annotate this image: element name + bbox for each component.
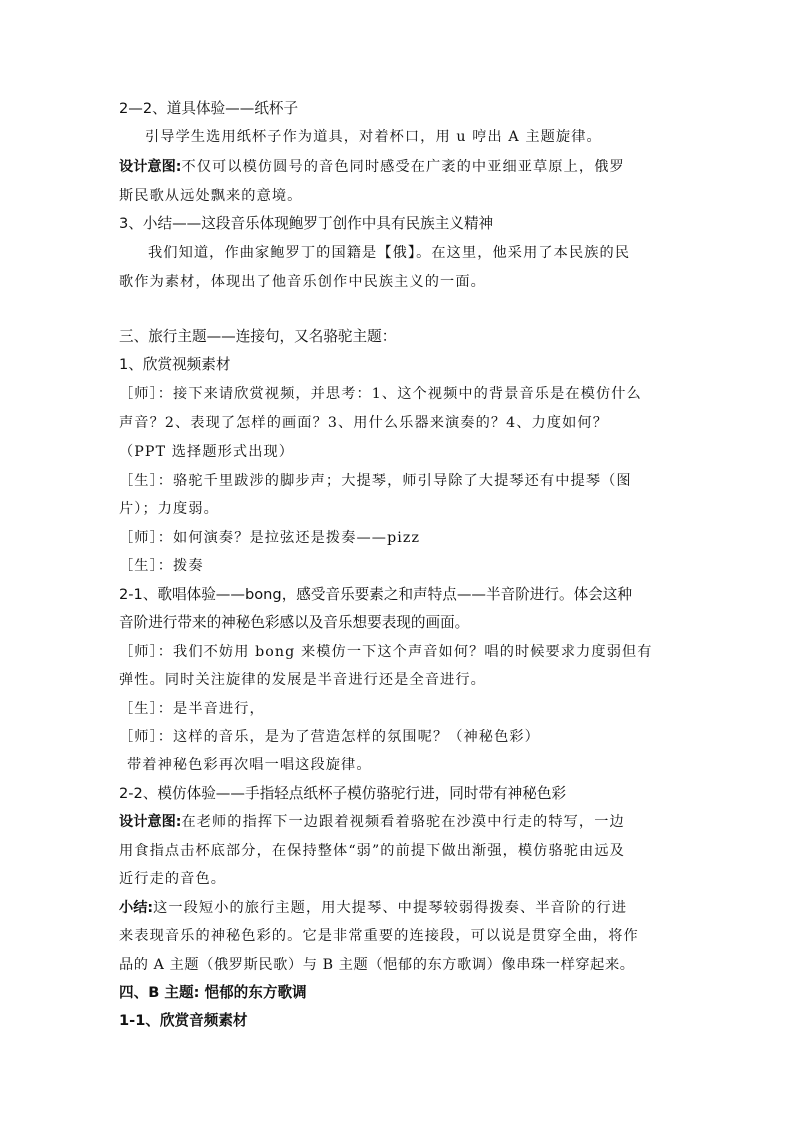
paragraph-line: 带着神秘色彩再次唱一唱这段旋律。: [127, 757, 372, 773]
dialogue-line: ［师］：如何演奏？是拉弦还是拨奏——pizz: [119, 530, 421, 546]
dialogue-line: 声音？2、表现了怎样的画面？3、用什么乐器来演奏的？4、力度如何？: [119, 415, 609, 431]
design-intent-label: 设计意图:: [119, 159, 182, 175]
summary-text: 这一段短小的旅行主题，用大提琴、中提琴较弱得拨奏、半音阶的行进: [153, 900, 627, 916]
section-heading-summary: 3、小结——这段音乐体现鲍罗丁创作中具有民族主义精神: [119, 215, 494, 232]
dialogue-line: ［师］：接下来请欣赏视频，并思考：1、这个视频中的背景音乐是在模仿什么: [119, 386, 642, 402]
summary-label: 小结:: [119, 900, 154, 916]
dialogue-line: ［师］：我们不妨用 bong 来模仿一下这个声音如何？唱的时候要求力度弱但有: [119, 644, 653, 660]
section-heading-b-theme: 四、B 主题: 悒郁的东方歌调: [119, 984, 307, 1001]
dialogue-line: ［生］：骆驼千里跋涉的脚步声；大提琴，师引导除了大提琴还有中提琴（图: [119, 473, 632, 489]
paragraph-line: 近行走的音色。: [119, 871, 227, 887]
summary-line: [119, 898, 627, 918]
paragraph-line: 歌作为素材，体现出了他音乐创作中民族主义的一面。: [119, 274, 486, 290]
section-heading-travel-theme: 三、旅行主题——连接句，又名骆驼主题：: [119, 328, 397, 345]
dialogue-line: ［生］：拨奏: [119, 558, 204, 574]
section-heading-singing: 2-1、歌唱体验——bong，感受音乐要素之和声特点——半音阶进行。体会这种: [119, 586, 632, 603]
design-intent-text: 在老师的指挥下一边跟着视频看着骆驼在沙漠中行走的特写，一边: [181, 814, 625, 830]
design-intent-line: [119, 157, 625, 177]
dialogue-line: ［生］：是半音进行，: [119, 701, 265, 717]
section-heading-imitation: 2-2、模仿体验——手指轻点纸杯子模仿骆驼行进，同时带有神秘色彩: [119, 785, 567, 802]
design-intent-label: 设计意图:: [119, 814, 182, 830]
paragraph-line: 品的 A 主题（俄罗斯民歌）与 B 主题（悒郁的东方歌调）像串珠一样穿起来。: [119, 957, 635, 973]
subheading-audio: 1-1、欣赏音频素材: [119, 1012, 248, 1029]
paragraph-line: 来表现音乐的神秘色彩的。它是非常重要的连接段，可以说是贯穿全曲，将作: [119, 928, 639, 944]
paragraph-line: 用食指点击杯底部分，在保持整体“弱”的前提下做出渐强，模仿骆驼由远及: [119, 843, 625, 859]
dialogue-line: ［师］：这样的音乐，是为了营造怎样的氛围呢？（神秘色彩）: [119, 729, 540, 745]
paragraph-line: 引导学生选用纸杯子作为道具，对着杯口，用 u 哼出 A 主题旋律。: [145, 129, 602, 145]
dialogue-line: （PPT 选择题形式出现）: [119, 444, 295, 460]
section-heading-paper-cup: 2—2、道具体验——纸杯子: [119, 100, 299, 117]
section-heading-singing-cont: 音阶进行带来的神秘色彩感以及音乐想要表现的画面。: [119, 614, 470, 631]
design-intent-text: 不仅可以模仿圆号的音色同时感受在广袤的中亚细亚草原上，俄罗: [181, 159, 625, 175]
dialogue-line: 片）；力度弱。: [119, 501, 219, 517]
design-intent-line: [119, 812, 625, 832]
paragraph-line: 斯民歌从远处飘来的意境。: [119, 188, 303, 204]
dialogue-line: 弹性。同时关注旋律的发展是半音进行还是全音进行。: [119, 672, 486, 688]
subheading-video: 1、欣赏视频素材: [119, 356, 231, 373]
paragraph-line: 我们知道，作曲家鲍罗丁的国籍是【俄】。在这里，他采用了本民族的民: [148, 245, 631, 261]
